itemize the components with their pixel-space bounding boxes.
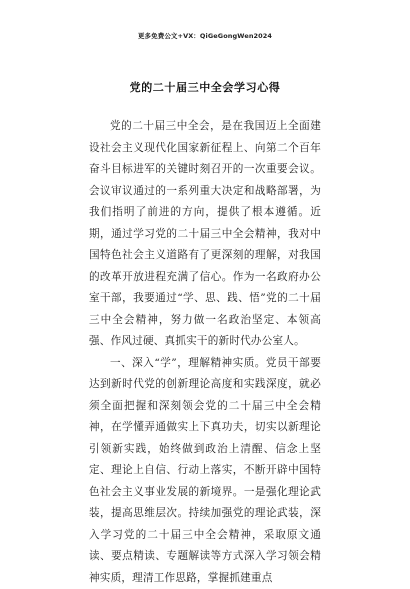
paragraph-intro: 党的二十届三中全会，是在我国迈上全面建设社会主义现代化国家新征程上、向第二个百年奋斗目标进军的关键时刻召开的一次重要会议。会议审议通过的一系列重大决定和战略部署，为我们指明了前进的方向，提供了根本遵循。近期，通过学习党的二十届三中全会精神，我对中国特色社会主义道路有了更深刻的理解，对我国的改革开放进程充满了信心。作为一名政府办公室干部，我要通过“学、思、践、悟”党的二十届三中全会精神，努力做一名政治坚定、本领高强、作风过硬、真抓实干的新时代办公室人。 [89,116,321,353]
paragraph-section-one: 一、深入“学”，理解精神实质。党员干部要达到新时代党的创新理论高度和实践深度，就必须全面把握和深刻领会党的二十届三中全会精神，在学懂弄通做实上下真功夫，切实以新理论引领新实践，始终做到政治上清醒、信念上坚定、理论上自信、行动上落实，不断开辟中国特色社会主义事业发展的新境界。一是强化理论武装，提高思维层次。持续加强党的理论武装，深入学习党的二十届三中全会精神，采取原文通读、要点精读、专题解读等方式深入学习领会精神实质，理清工作思路，掌握抓建重点 [89,353,321,589]
header-note: 更多免费公文+VX：QiGeGongWen2024 [0,31,410,40]
document-body [89,116,321,589]
document-title: 党的二十届三中全会学习心得 [0,79,410,95]
